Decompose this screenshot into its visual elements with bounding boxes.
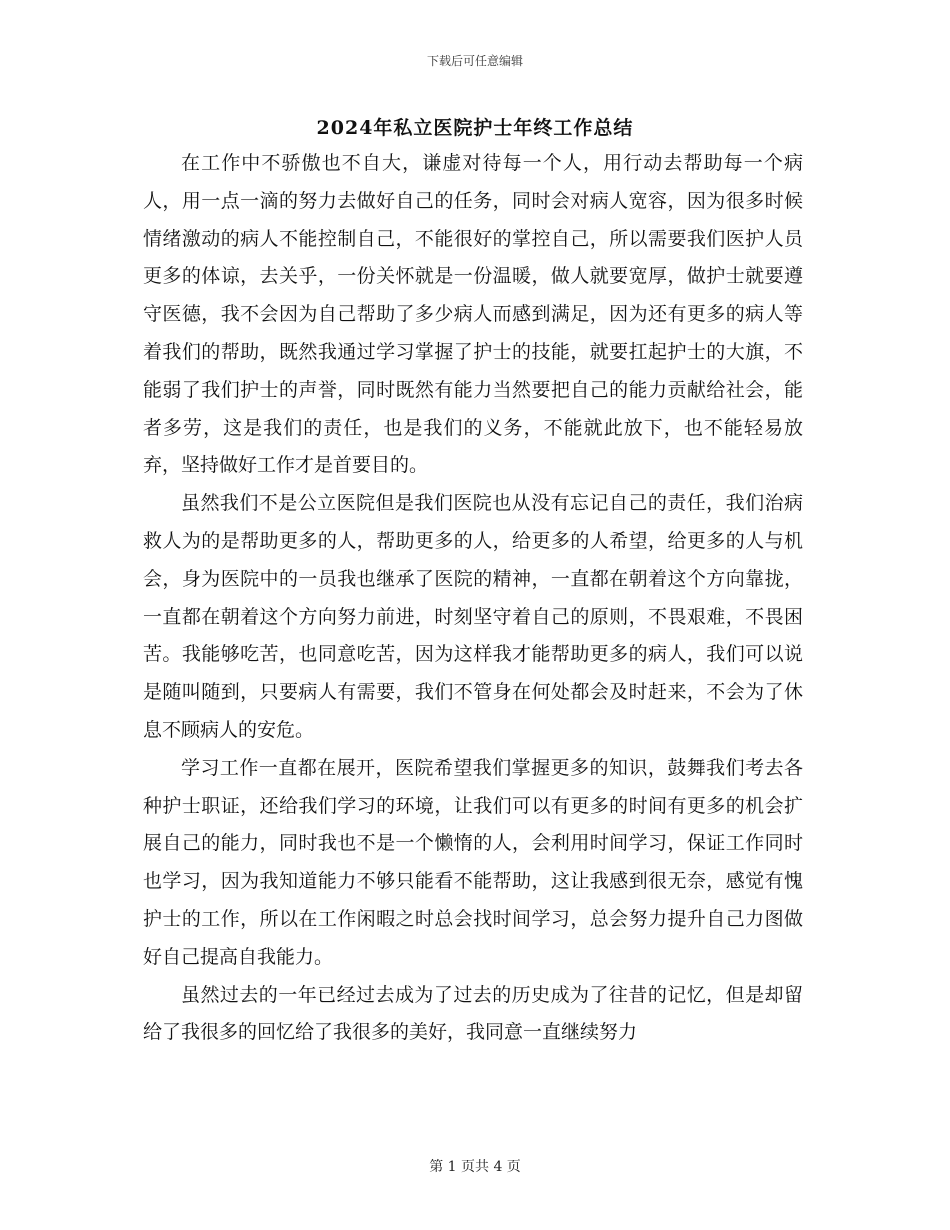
paragraph: 虽然我们不是公立医院但是我们医院也从没有忘记自己的责任，我们治病救人为的是帮助更多的人，帮助更多的人，给更多的人希望，给更多的人与机会，身为医院中的一员我也继承了医院的精神，一直都在朝着这个方向靠拢，一直都在朝着这个方向努力前进，时刻坚守着自己的原则，不畏艰难，不畏困苦。我能够吃苦，也同意吃苦，因为这样我才能帮助更多的病人，我们可以说是随叫随到，只要病人有需要，我们不管身在何处都会及时赶来，不会为了休息不顾病人的安危。 xyxy=(143,492,803,741)
paragraph: 在工作中不骄傲也不自大，谦虚对待每一个人，用行动去帮助每一个病人，用一点一滴的努力去做好自己的任务，同时会对病人宽容，因为很多时候情绪激动的病人不能控制自己，不能很好的掌控自己，所以需要我们医护人员更多的体谅，去关乎，一份关怀就是一份温暖，做人就要宽厚，做护士就要遵守医德，我不会因为自己帮助了多少病人而感到满足，因为还有更多的病人等着我们的帮助，既然我通过学习掌握了护士的技能，就要扛起护士的大旗，不能弱了我们护士的声誉，同时既然有能力当然要把自己的能力贡献给社会，能者多劳，这是我们的责任，也是我们的义务，不能就此放下，也不能轻易放弃，坚持做好工作才是首要目的。 xyxy=(143,152,803,477)
page-number-footer: 第 1 页共 4 页 xyxy=(429,1159,521,1175)
document-title: 2024年私立医院护士年终工作总结 xyxy=(316,117,634,139)
paragraph: 虽然过去的一年已经过去成为了过去的历史成为了往昔的记忆，但是却留给了我很多的回忆给了我很多的美好，我同意一直继续努力 xyxy=(143,983,803,1044)
header-note: 下载后可任意编辑 xyxy=(426,54,523,68)
document-body xyxy=(143,145,803,1052)
paragraph: 学习工作一直都在展开，医院希望我们掌握更多的知识，鼓舞我们考去各种护士职证，还给我们学习的环境，让我们可以有更多的时间有更多的机会扩展自己的能力，同时我也不是一个懒惰的人，会利用时间学习，保证工作同时也学习，因为我知道能力不够只能看不能帮助，这让我感到很无奈，感觉有愧护士的工作，所以在工作闲暇之时总会找时间学习，总会努力提升自己力图做好自己提高自我能力。 xyxy=(143,756,803,968)
